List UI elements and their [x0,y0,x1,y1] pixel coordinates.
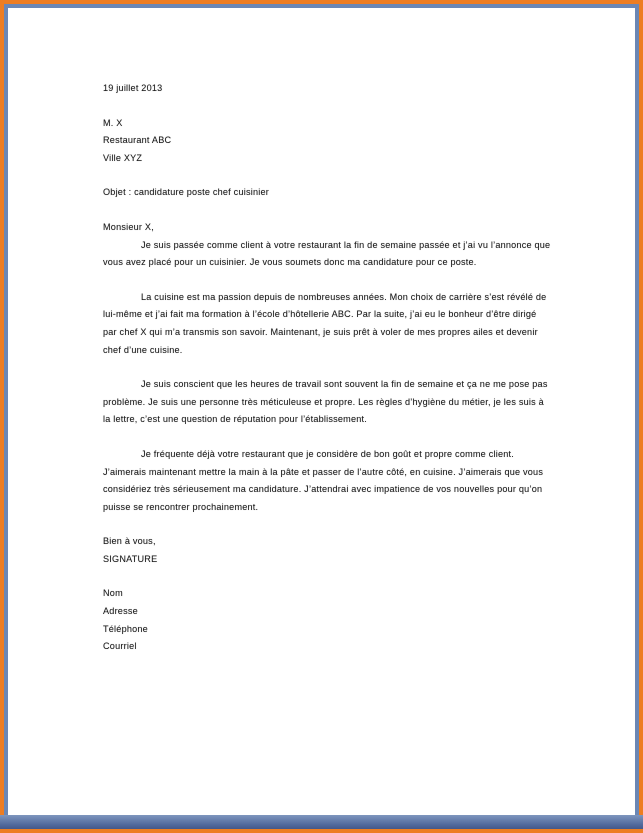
letter-page [8,8,635,825]
sender-field-nom: Nom [103,588,123,599]
letter-paragraph-3: Je suis conscient que les heures de travail sont souvent la fin de semaine et ça ne me pose pas problème. Je suis une personne très méticuleuse et propre. Les règles d’hygiène du métier, je les suis à la lettre, c’est une question de réputation pour l’établissement. [103,379,548,425]
letter-paragraph-4: Je fréquente déjà votre restaurant que je considère de bon goût et propre comme client. J’aimerais maintenant mettre la main à la pâte et passer de l’autre côté, en cuisine. J’aimerais que vous considériez très sérieusement ma candidature. J’attendrai avec impatience de vos nouvelles pour qu’on puisse se rencontrer prochainement. [103,448,544,512]
letter-closing: Bien à vous, [103,536,156,547]
recipient-block [103,115,551,168]
letter-paragraph-2: La cuisine est ma passion depuis de nombreuses années. Mon choix de carrière s’est révélé de lui-même et j’ai fait ma formation à l’école d’hôtellerie ABC. Par la suite, j’ai eu le bonheur d’être dirigé par chef X qui m’a transmis son savoir. Maintenant, je suis prêt à voler de mes propres ailes et devenir chef d’une cuisine. [103,291,547,355]
paper-edge-lines [8,813,635,825]
letter-paragraph-1: Je suis passée comme client à votre restaurant la fin de semaine passée et j’ai vu l’annonce que vous avez placé pour un cuisinier. Je vous soumets donc ma candidature pour ce poste. [103,239,551,268]
letter-body [103,80,551,656]
letter-signature: SIGNATURE [103,553,158,564]
scan-inner-frame [4,4,639,829]
sender-contact-block [103,585,551,655]
sender-field-adresse: Adresse [103,606,138,617]
sender-field-telephone: Téléphone [103,623,148,634]
letter-date: 19 juillet 2013 [103,83,163,93]
letter-salutation: Monsieur X, [103,221,154,232]
sender-field-courriel: Courriel [103,641,137,652]
recipient-organization: Restaurant ABC [103,135,172,146]
recipient-name: M. X [103,117,123,128]
recipient-city: Ville XYZ [103,152,143,163]
letter-subject: Objet : candidature poste chef cuisinier [103,187,270,198]
